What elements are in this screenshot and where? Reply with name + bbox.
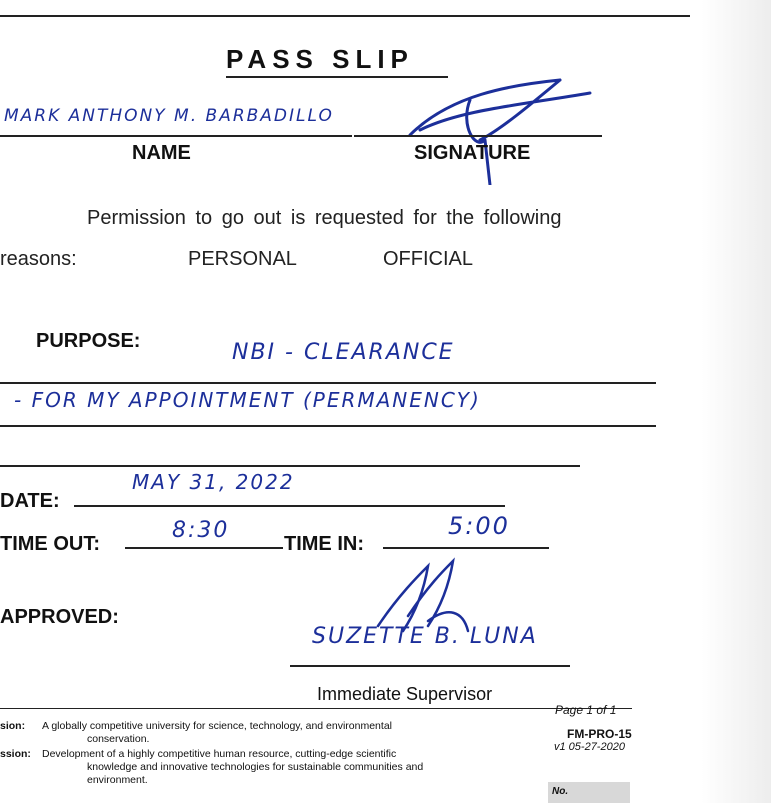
purpose-label: PURPOSE: [36, 330, 141, 352]
purpose-line-3 [0, 465, 580, 467]
handwritten-purpose-2: - FOR MY APPOINTMENT (PERMANENCY) [14, 388, 481, 412]
handwritten-approver: SUZETTE B. LUNA [312, 624, 538, 649]
vision-text-2: conservation. [87, 733, 150, 745]
mission-text-2: knowledge and innovative technologies for sustainable communities and [87, 761, 424, 773]
name-line [0, 135, 352, 137]
footer-divider [0, 708, 632, 709]
form-version: v1 05-27-2020 [554, 741, 625, 753]
approved-label: APPROVED: [0, 606, 119, 628]
supervisor-label: Immediate Supervisor [317, 684, 493, 704]
time-in-label: TIME IN: [284, 533, 364, 555]
mission-text-3: environment. [87, 774, 148, 786]
handwritten-time-in: 5:00 [448, 512, 510, 540]
time-out-label: TIME OUT: [0, 533, 100, 555]
time-out-line [125, 547, 283, 549]
purpose-line-1 [0, 382, 656, 384]
number-box [548, 782, 630, 803]
handwritten-date: MAY 31, 2022 [132, 470, 295, 494]
handwritten-purpose-1: NBI - CLEARANCE [232, 340, 455, 365]
signature-mark [390, 75, 610, 185]
signature-line [354, 135, 602, 137]
purpose-line-2 [0, 425, 656, 427]
vision-text-1: A globally competitive university for science, technology, and environmental [42, 720, 392, 732]
name-label: NAME [132, 142, 191, 164]
page-title: PASS SLIP [226, 44, 414, 74]
vision-label: sion: [0, 720, 26, 732]
number-label: No. [552, 786, 569, 797]
top-border [0, 15, 690, 17]
option-official[interactable]: OFFICIAL [383, 248, 474, 270]
time-in-line [383, 547, 549, 549]
date-label: DATE: [0, 490, 60, 512]
mission-text-1: Development of a highly competitive human resource, cutting-edge scientific [42, 748, 397, 760]
handwritten-time-out: 8:30 [172, 518, 230, 543]
permission-text: Permission to go out is requested for the following [87, 207, 562, 229]
handwritten-name: MARK ANTHONY M. BARBADILLO [4, 106, 334, 126]
page-number: Page 1 of 1 [555, 703, 617, 717]
page-edge-shadow [701, 0, 771, 803]
reasons-label: reasons: [0, 248, 77, 270]
option-personal[interactable]: PERSONAL [188, 248, 297, 270]
date-line [74, 505, 505, 507]
signature-label: SIGNATURE [414, 142, 531, 164]
form-code: FM-PRO-15 [567, 727, 632, 741]
mission-label: ssion: [0, 748, 31, 760]
approver-line [290, 665, 570, 667]
